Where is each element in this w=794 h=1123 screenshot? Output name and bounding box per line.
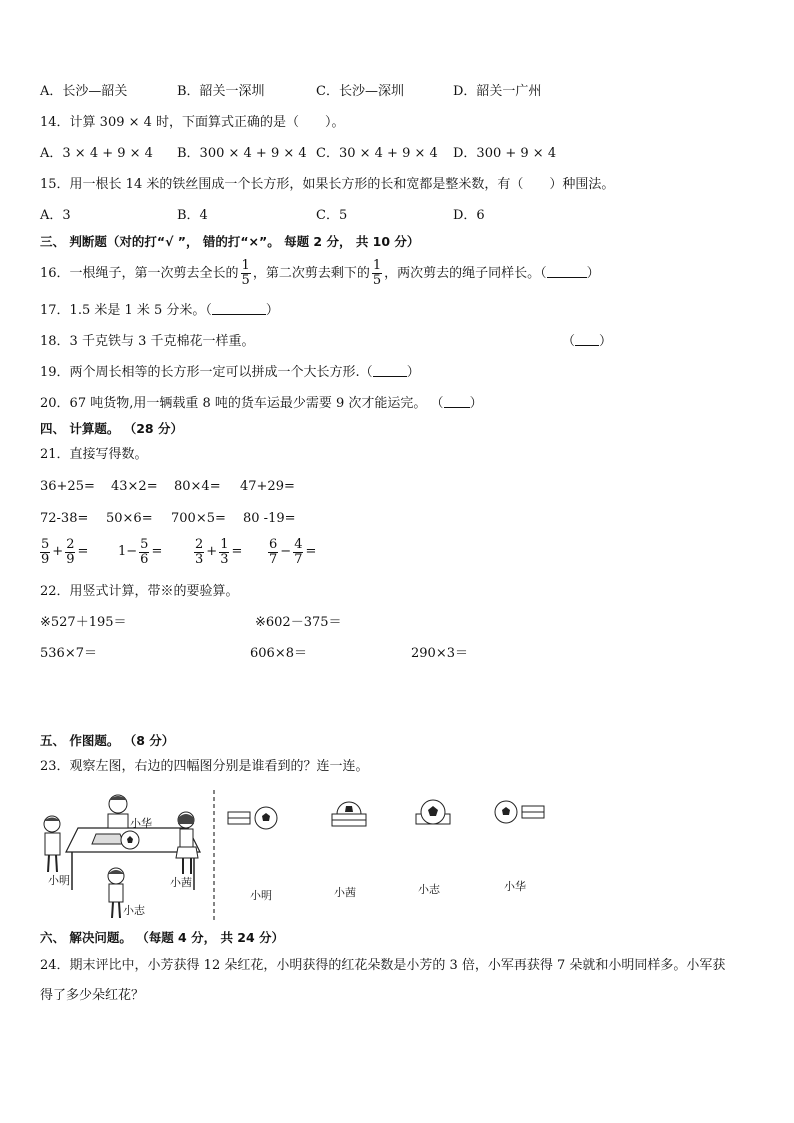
q15-option-c: C．5 — [316, 208, 348, 223]
q14-option-a: A．3 × 4 + 9 × 4 — [40, 146, 153, 161]
q21-r2-c4: 80 -19= — [243, 511, 296, 526]
q14-option-c: C．30 × 4 + 9 × 4 — [316, 146, 438, 161]
view-label-3: 小志 — [418, 883, 440, 896]
q23-view-3 — [414, 798, 454, 832]
q19-line: 19．两个周长相等的长方形一定可以拼成一个大长方形.（ ） — [40, 365, 420, 380]
section-3-heading: 三、 判断题（对的打“√ ”， 错的打“×”。 每题 2 分， 共 10 分） — [40, 234, 420, 249]
q16-answer-blank[interactable] — [547, 265, 587, 278]
q13-option-c: C．长沙—深圳 — [316, 84, 404, 99]
scene-label-xiaoming: 小明 — [48, 874, 70, 887]
scene-label-xiaozhi: 小志 — [123, 904, 145, 917]
q19-answer-blank[interactable] — [373, 364, 407, 377]
q23-view-1 — [226, 804, 286, 834]
q17-line: 17．1.5 米是 1 米 5 分米。（ ） — [40, 303, 279, 318]
q24-line-1: 24．期末评比中，小芳获得 12 朵红花，小明获得的红花朵数是小芳的 3 倍，小军再获得 7 朵就和小明同样多。小军获 — [40, 958, 726, 973]
q14-option-b: B．300 × 4 + 9 × 4 — [177, 146, 307, 161]
section-5-heading: 五、 作图题。 （8 分） — [40, 733, 175, 748]
q22-r1-c2: ※602－375＝ — [255, 615, 342, 630]
q21-r1-c1: 36+25= — [40, 479, 95, 494]
q21-r1-c3: 80×4= — [174, 479, 221, 494]
q17-answer-blank[interactable] — [212, 302, 266, 315]
q23-scene-illustration — [38, 790, 218, 920]
q15-option-b: B．4 — [177, 208, 208, 223]
q16-part1: 16．一根绳子，第一次剪去全长的 — [40, 266, 239, 281]
q16-fraction-2: $\frac{1}{5}$ — [372, 258, 382, 288]
q21-frac-4: $\frac{6}{7}$ − $\frac{4}{7}$ = — [269, 536, 317, 567]
q13-option-b: B．韶关一深圳 — [177, 84, 265, 99]
q15-stem: 15．用一根长 14 米的铁丝围成一个长方形，如果长方形的长和宽都是整米数，有（ ）种围法。 — [40, 177, 615, 192]
q16-fraction-1: $\frac{1}{5}$ — [241, 258, 250, 288]
view-label-1: 小明 — [250, 889, 272, 902]
view-label-2: 小茜 — [334, 886, 356, 899]
q21-frac-1: $\frac{5}{9}$ + $\frac{2}{9}$ = — [41, 536, 89, 567]
q23-view-2 — [330, 800, 370, 834]
q13-option-a: A．长沙—韶关 — [40, 84, 128, 99]
q13-option-d: D．韶关一广州 — [453, 84, 542, 99]
q20-line: 20．67 吨货物,用一辆载重 8 吨的货车运最少需要 9 次才能运完。 （ ） — [40, 396, 483, 411]
q14-stem: 14．计算 309 × 4 时，下面算式正确的是（ ）。 — [40, 115, 345, 130]
section-6-heading: 六、 解决问题。 （每题 4 分， 共 24 分） — [40, 930, 285, 945]
q18-answer: （ ） — [562, 334, 613, 349]
q22-r1-c1: ※527＋195＝ — [40, 615, 127, 630]
q22-r2-c2: 606×8＝ — [250, 646, 307, 661]
q23-stem: 23．观察左图，右边的四幅图分别是谁看到的？连一连。 — [40, 759, 369, 774]
q22-r2-c1: 536×7＝ — [40, 646, 97, 661]
q21-r2-c1: 72-38= — [40, 511, 89, 526]
q16-line: 16．一根绳子，第一次剪去全长的 $\frac{1}{5}$ ，第二次剪去剩下的 $\frac{1}{5}$ ，两次剪去的绳子同样长。（ ） — [40, 258, 600, 288]
q21-r1-c4: 47+29= — [240, 479, 295, 494]
q21-r2-c2: 50×6= — [106, 511, 153, 526]
q16-part3: ，两次剪去的绳子同样长。（ — [384, 266, 547, 281]
section-4-heading: 四、 计算题。 （28 分） — [40, 421, 183, 436]
q24-line-2: 得了多少朵红花？ — [40, 988, 145, 1003]
q20-answer-blank[interactable] — [444, 395, 470, 408]
q16-part2: ，第二次剪去剩下的 — [252, 266, 370, 281]
q18-text: 18．3 千克铁与 3 千克棉花一样重。 — [40, 334, 255, 349]
view-label-4: 小华 — [504, 880, 526, 893]
q21-frac-3: $\frac{2}{3}$ + $\frac{1}{3}$ = — [195, 536, 243, 567]
q21-frac-2: 1− $\frac{5}{6}$ = — [118, 536, 163, 567]
q21-r1-c2: 43×2= — [111, 479, 158, 494]
q14-option-d: D．300 + 9 × 4 — [453, 146, 557, 161]
q23-divider — [212, 790, 216, 920]
q21-stem: 21．直接写得数。 — [40, 447, 148, 462]
q22-r2-c3: 290×3＝ — [411, 646, 468, 661]
q18-answer-blank[interactable] — [575, 333, 599, 346]
q15-option-d: D．6 — [453, 208, 485, 223]
q15-option-a: A．3 — [40, 208, 71, 223]
scene-label-xiaohua: 小华 — [130, 817, 152, 830]
q23-view-4 — [492, 798, 552, 828]
q21-r2-c3: 700×5= — [171, 511, 226, 526]
scene-label-xiaoqian: 小茜 — [170, 876, 192, 889]
q22-stem: 22．用竖式计算，带※的要验算。 — [40, 584, 239, 599]
